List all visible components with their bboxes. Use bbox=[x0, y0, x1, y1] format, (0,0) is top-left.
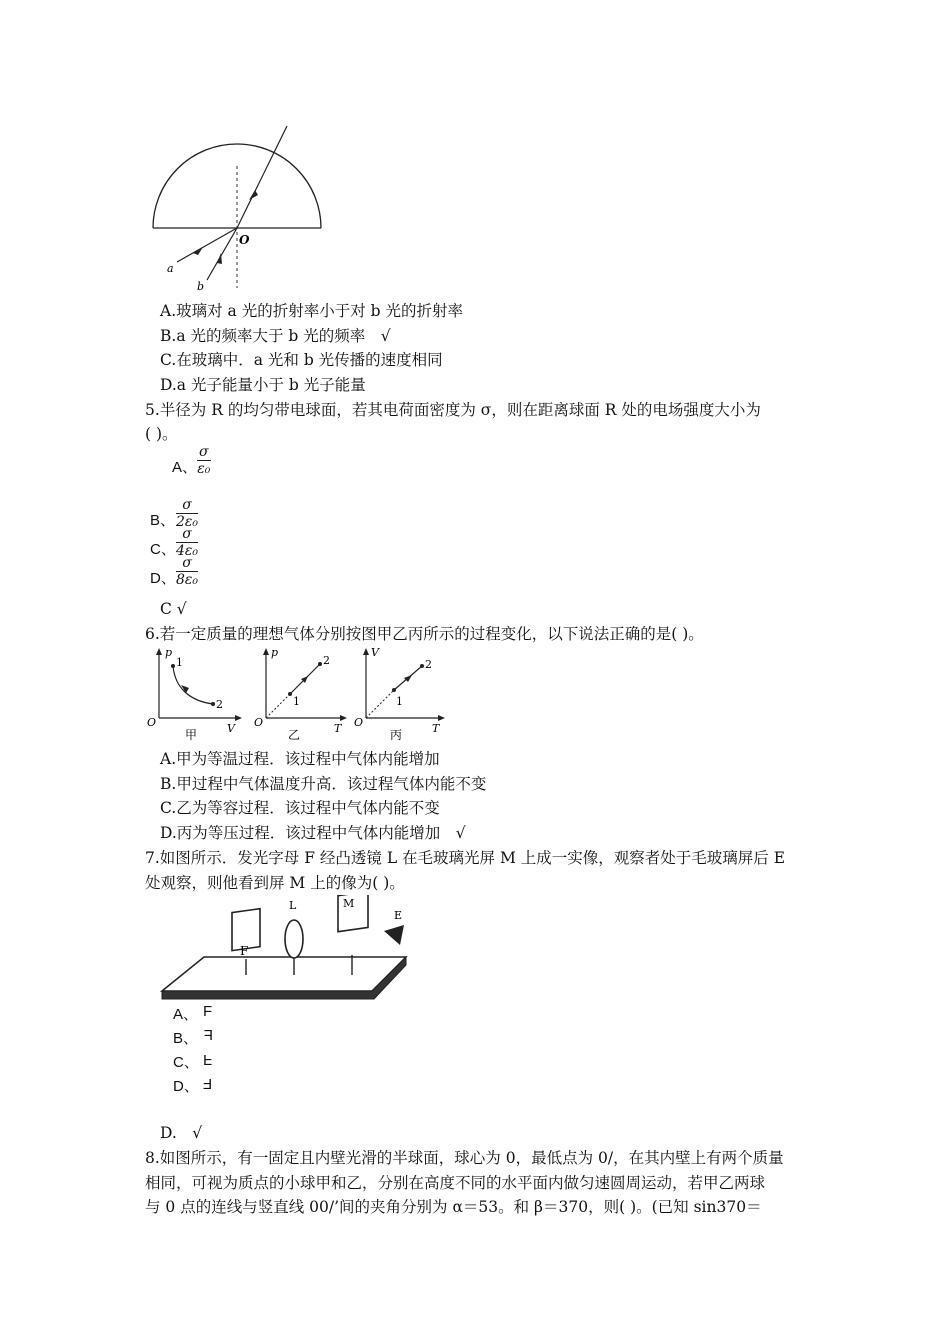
point-2 bbox=[420, 664, 424, 668]
q8-line1: 8.如图所示，有一固定且内壁光滑的半球面，球心为 0，最低点为 0/，在其内壁上有两个质量 bbox=[145, 1149, 784, 1167]
q7-answer: D. √ bbox=[160, 1124, 203, 1142]
label-2: 2 bbox=[216, 698, 223, 711]
x-label: V bbox=[227, 722, 235, 735]
origin: O bbox=[354, 716, 364, 729]
q7-choice-c-label: C、 bbox=[173, 1054, 199, 1071]
q4-option-a: A.玻璃对 a 光的折射率小于对 b 光的折射率 bbox=[160, 302, 463, 320]
q5-stem-line2: ( )。 bbox=[145, 425, 178, 443]
q7-choice-d-glyph: F bbox=[203, 1075, 213, 1092]
point-2 bbox=[318, 662, 322, 666]
q5-choice-c-label: C、 bbox=[150, 541, 176, 558]
incident-ray bbox=[237, 126, 287, 228]
label-1: 1 bbox=[293, 695, 300, 708]
q7-choice-d-label: D、 bbox=[173, 1078, 199, 1095]
q6-graph-bing bbox=[350, 646, 450, 742]
ray-a-arrow bbox=[193, 247, 203, 255]
q5-choice-d-label: D、 bbox=[150, 570, 176, 587]
q7-stem-line1: 7.如图所示．发光字母 F 经凸透镜 L 在毛玻璃光屏 M 上成一实像，观察者处于毛玻璃屏后 E bbox=[145, 849, 786, 867]
origin: O bbox=[254, 716, 264, 729]
q5-choice-a-label: A、 bbox=[172, 459, 198, 476]
ray-a bbox=[177, 228, 237, 262]
q6-option-b: B.甲过程中气体温度升高．该过程气体内能不变 bbox=[160, 775, 487, 793]
q5-choice-c-den: 4ε₀ bbox=[176, 543, 199, 559]
q4-refraction-figure bbox=[145, 120, 335, 292]
q6-graph-yi bbox=[250, 646, 350, 742]
q7-choice-a-glyph: F bbox=[203, 1003, 213, 1020]
q6-option-d: D.丙为等压过程．该过程中气体内能增加 √ bbox=[160, 824, 466, 842]
q5-choice-a-num: σ bbox=[199, 444, 209, 460]
process-curve bbox=[173, 666, 213, 704]
label-1: 1 bbox=[176, 656, 183, 669]
q5-answer: C √ bbox=[160, 600, 187, 618]
x-arrow bbox=[340, 715, 347, 721]
q7-choice-c-glyph: F bbox=[203, 1051, 213, 1068]
y-label: p bbox=[271, 646, 279, 659]
y-arrow bbox=[156, 648, 162, 655]
point-1 bbox=[288, 692, 292, 696]
q7-choice-b-label: B、 bbox=[173, 1030, 199, 1047]
ray-b bbox=[207, 228, 237, 280]
q5-choice-d-den: 8ε₀ bbox=[176, 572, 199, 588]
q5-choice-c-num: σ bbox=[176, 526, 198, 543]
caption: 丙 bbox=[390, 728, 403, 742]
x-label: T bbox=[334, 722, 342, 735]
label-f: F bbox=[240, 944, 249, 958]
q6-option-a: A.甲为等温过程．该过程中气体内能增加 bbox=[160, 750, 440, 768]
q5-choice-b-den: 2ε₀ bbox=[176, 514, 199, 530]
extension-dashed bbox=[366, 690, 394, 718]
x-arrow bbox=[438, 715, 445, 721]
q6-stem: 6.若一定质量的理想气体分别按图甲乙丙所示的过程变化，以下说法正确的是( )。 bbox=[145, 625, 704, 643]
origin: O bbox=[147, 716, 157, 729]
extension-dashed bbox=[266, 694, 290, 718]
q6-option-c: C.乙为等容过程．该过程中气体内能不变 bbox=[160, 799, 440, 817]
q5-choice-a-fraction bbox=[197, 444, 211, 477]
point-1 bbox=[392, 688, 396, 692]
label-2: 2 bbox=[323, 654, 330, 667]
label-o: O bbox=[239, 233, 250, 247]
x-arrow bbox=[235, 715, 242, 721]
q8-line3: 与 0 点的连线与竖直线 00/’间的夹角分别为 α＝53。和 β＝370，则( )。(已知 sin370＝ bbox=[145, 1198, 762, 1216]
q5-choice-b-num: σ bbox=[176, 497, 198, 514]
q5-choice-b-label: B、 bbox=[150, 512, 176, 529]
point-1 bbox=[171, 664, 175, 668]
q7-choice-b-glyph: F bbox=[203, 1027, 213, 1044]
label-2: 2 bbox=[425, 658, 432, 671]
q4-option-c: C.在玻璃中．a 光和 b 光传播的速度相同 bbox=[160, 351, 443, 369]
q5-choice-d-num: σ bbox=[176, 555, 198, 572]
eye-icon bbox=[384, 925, 404, 945]
q4-option-b: B.a 光的频率大于 b 光的频率 √ bbox=[160, 327, 391, 345]
bench-top bbox=[162, 957, 406, 991]
label-a: a bbox=[167, 262, 174, 275]
point-2 bbox=[211, 702, 215, 706]
label-b: b bbox=[197, 280, 205, 292]
q5-choice-d-fraction bbox=[176, 555, 198, 588]
y-arrow bbox=[363, 648, 369, 655]
caption: 甲 bbox=[185, 728, 198, 742]
q4-option-d: D.a 光子能量小于 b 光子能量 bbox=[160, 376, 366, 394]
q7-choice-a-label: A、 bbox=[173, 1006, 199, 1023]
q7-stem-line2: 处观察，则他看到屏 M 上的像为( )。 bbox=[145, 874, 405, 892]
y-label: V bbox=[371, 646, 379, 659]
q5-stem-line1: 5.半径为 R 的均匀带电球面，若其电荷面密度为 σ，则在距离球面 R 处的电场强度大小为 bbox=[145, 401, 761, 419]
label-m: M bbox=[343, 897, 355, 910]
q8-line2: 相同，可视为质点的小球甲和乙，分别在高度不同的水平面内做匀速圆周运动，若甲乙两球 bbox=[145, 1174, 766, 1192]
label-l: L bbox=[289, 899, 297, 912]
q6-graph-jia bbox=[145, 646, 245, 742]
incident-arrow bbox=[249, 190, 258, 200]
y-arrow bbox=[263, 648, 269, 655]
label-1: 1 bbox=[396, 695, 403, 708]
y-label: p bbox=[165, 646, 173, 659]
caption: 乙 bbox=[288, 728, 301, 742]
x-label: T bbox=[432, 722, 440, 735]
label-e: E bbox=[394, 909, 403, 922]
q5-choice-a-den: ε₀ bbox=[197, 461, 211, 477]
q7-optical-bench-figure bbox=[158, 895, 418, 1005]
lens-l bbox=[285, 920, 303, 958]
